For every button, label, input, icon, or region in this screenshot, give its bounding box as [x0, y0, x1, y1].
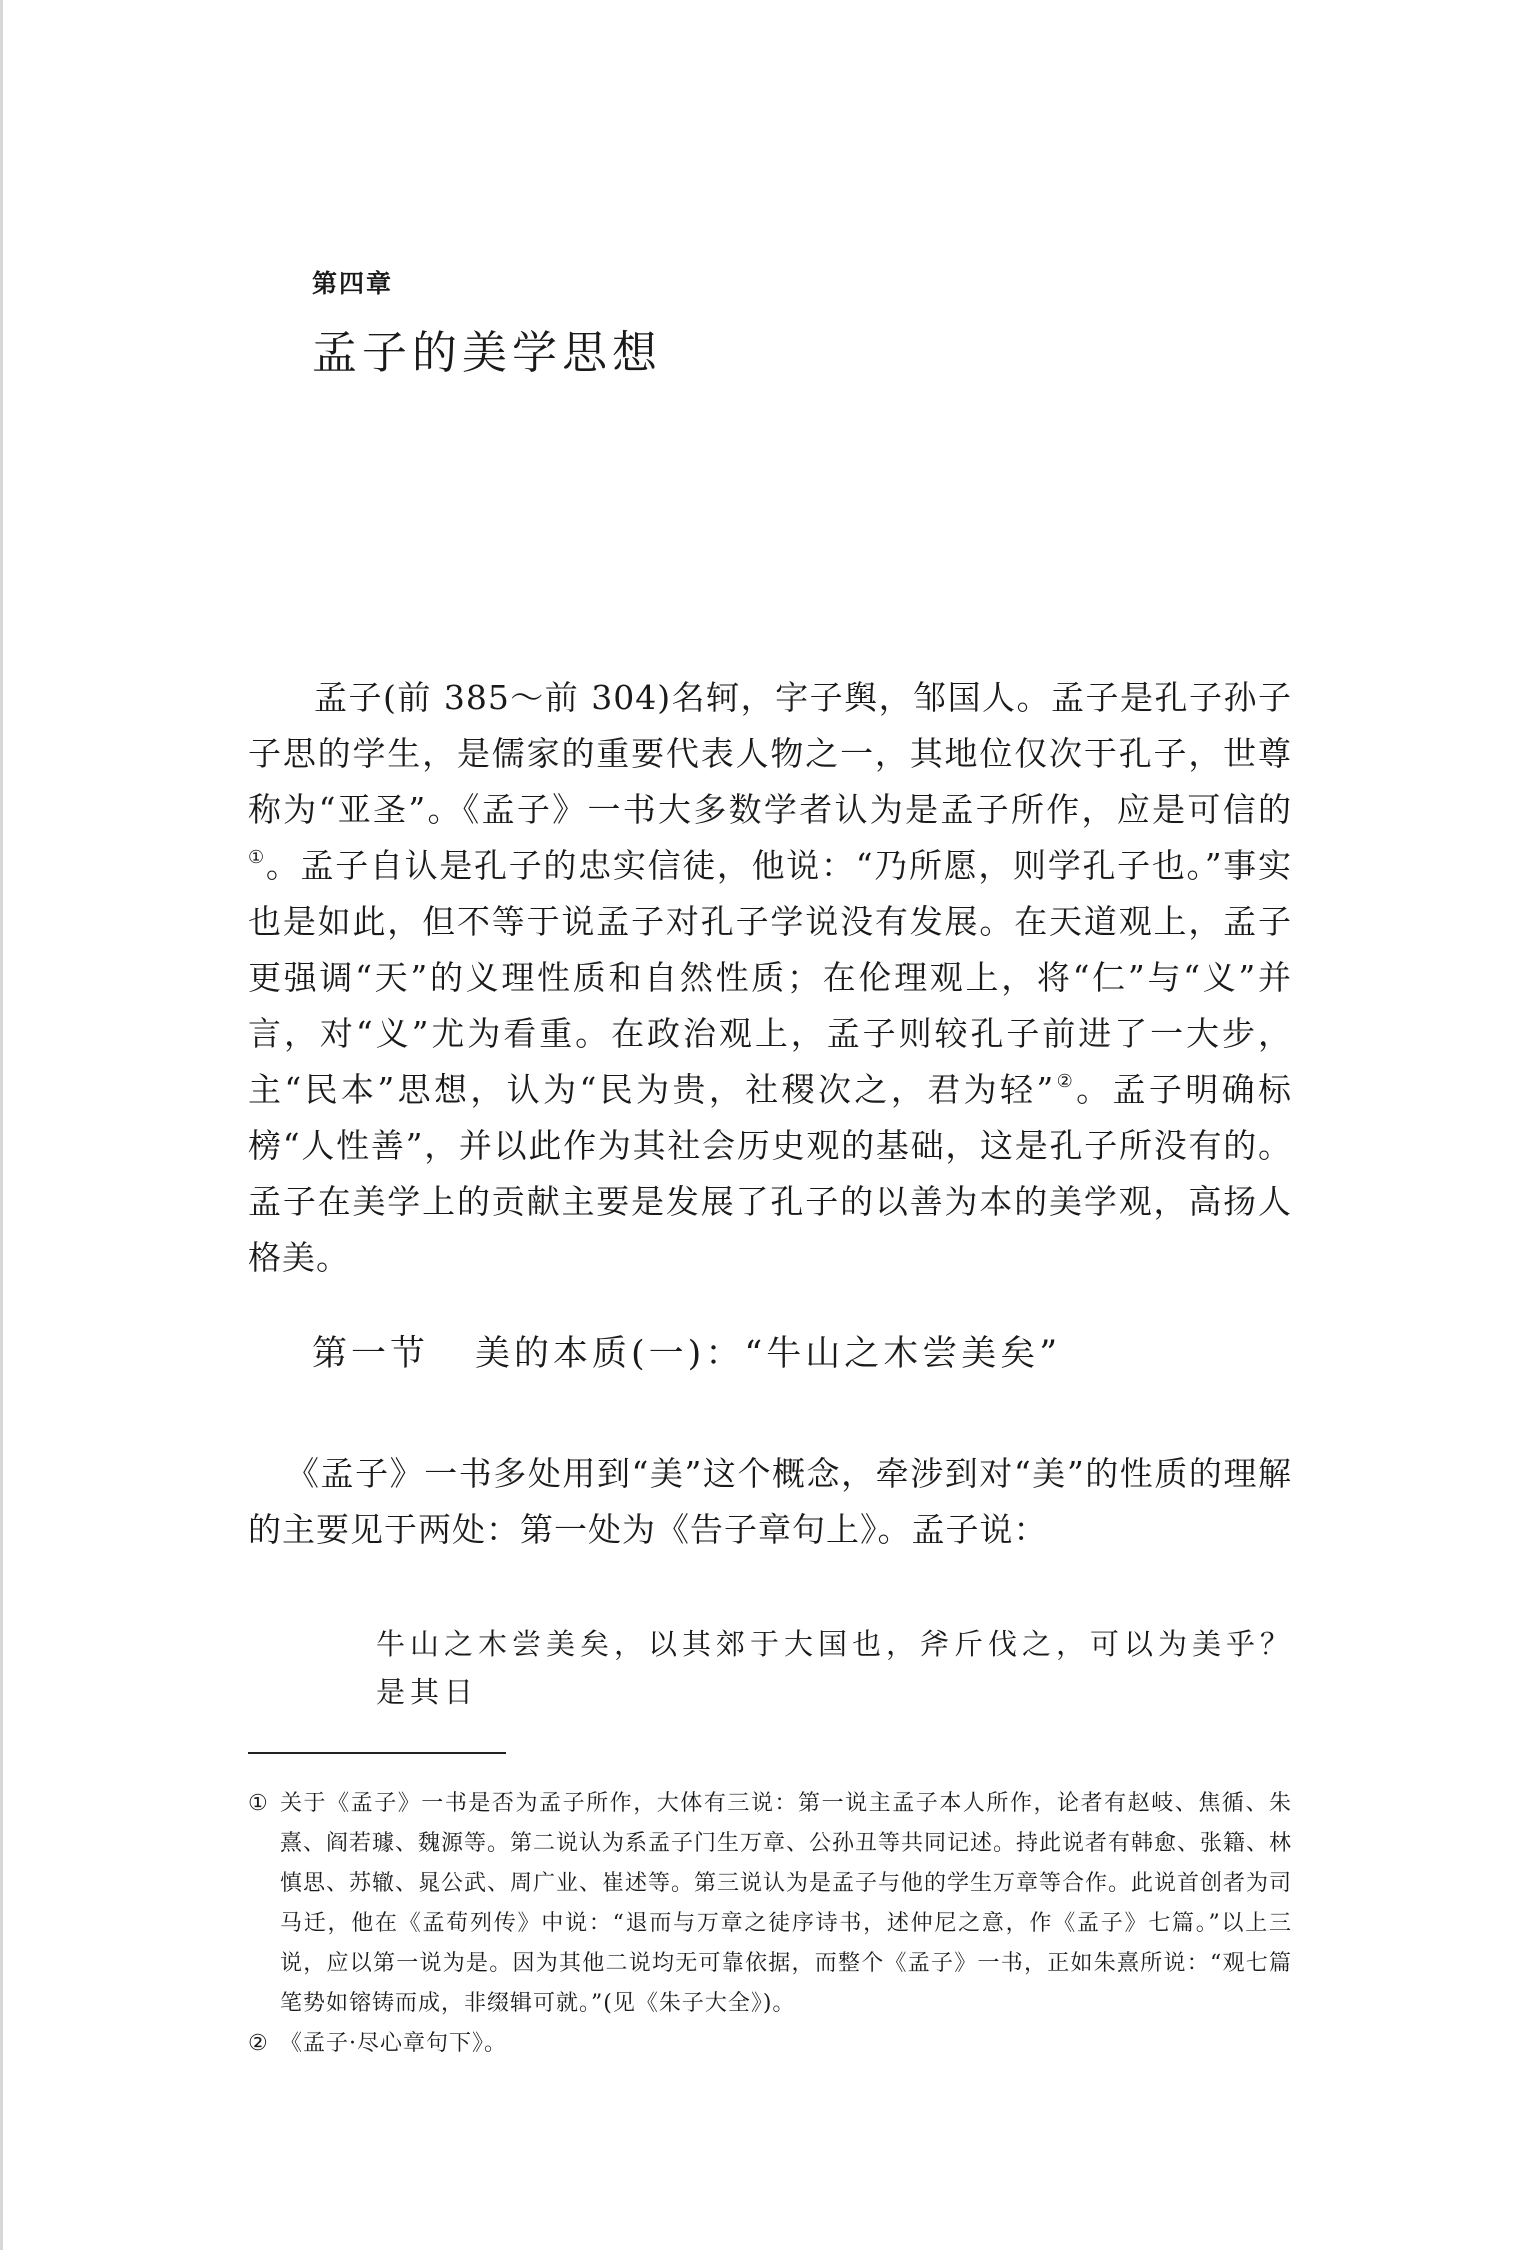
footnote-text: 《孟子·尽心章句下》。	[280, 2031, 507, 2056]
section-title: 美的本质(一)：“牛山之木尝美矣”	[475, 1334, 1062, 1374]
footnote-mark: ②	[248, 2031, 269, 2056]
page-edge-shadow	[0, 0, 3, 2250]
footnote-divider	[248, 1752, 506, 1754]
footnotes	[248, 1784, 1292, 2064]
body-paragraph: 《孟子》一书多处用到“美”这个概念，牵涉到对“美”的性质的理解的主要见于两处：第一处为《告子章句上》。孟子说：	[248, 1454, 1292, 1549]
footnote-item	[248, 1784, 1292, 2024]
intro-text-part-1: 孟子(前 385～前 304)名轲，字子舆，邹国人。孟子是孔子孙子子思的学生，是儒家的重要代表人物之一，其地位仅次于孔子，世尊称为“亚圣”。《孟子》一书大多数学者认为是孟子所作，应是可信的	[248, 678, 1292, 829]
intro-text-part-2: 。孟子自认是孔子的忠实信徒，他说：“乃所愿，则学孔子也。”事实也是如此，但不等于说孟子对孔子学说没有发展。在天道观上，孟子更强调“天”的义理性质和自然性质；在伦理观上，将“仁”与“义”并言，对“义”尤为看重。在政治观上，孟子则较孔子前进了一大步，主“民本”思想，认为“民为贵，社稷次之，君为轻”	[248, 846, 1292, 1109]
intro-text-part-3: 。孟子明确标榜“人性善”，并以此作为其社会历史观的基础，这是孔子所没有的。孟子在美学上的贡献主要是发展了孔子的以善为本的美学观，高扬人格美。	[248, 1070, 1293, 1277]
footnote-mark: ①	[248, 1791, 269, 1816]
footnote-ref-2[interactable]: ②	[1054, 1071, 1077, 1092]
block-quote: 牛山之木尝美矣，以其郊于大国也，斧斤伐之，可以为美乎？是其日	[376, 1627, 1295, 1709]
section-heading	[312, 1330, 1061, 1378]
section-number: 第一节	[312, 1334, 430, 1374]
footnote-ref-1[interactable]: ①	[248, 847, 266, 868]
footnote-item	[248, 2024, 1292, 2064]
chapter-title: 孟子的美学思想	[312, 326, 663, 379]
intro-paragraph	[248, 670, 1292, 1286]
footnote-text: 关于《孟子》一书是否为孟子所作，大体有三说：第一说主孟子本人所作，论者有赵岐、焦循、朱熹、阎若璩、魏源等。第二说认为系孟子门生万章、公孙丑等共同记述。持此说者有韩愈、张籍、林慎思、苏辙、晁公武、周广业、崔述等。第三说认为是孟子与他的学生万章等合作。此说首创者为司马迁，他在《孟荀列传》中说：“退而与万章之徒序诗书，述仲尼之意，作《孟子》七篇。”以上三说，应以第一说为是。因为其他二说均无可靠依据，而整个《孟子》一书，正如朱熹所说：“观七篇笔势如镕铸而成，非缀辑可就。”(见《朱子大全》)。	[280, 1791, 1293, 2016]
chapter-label: 第四章	[312, 269, 394, 298]
